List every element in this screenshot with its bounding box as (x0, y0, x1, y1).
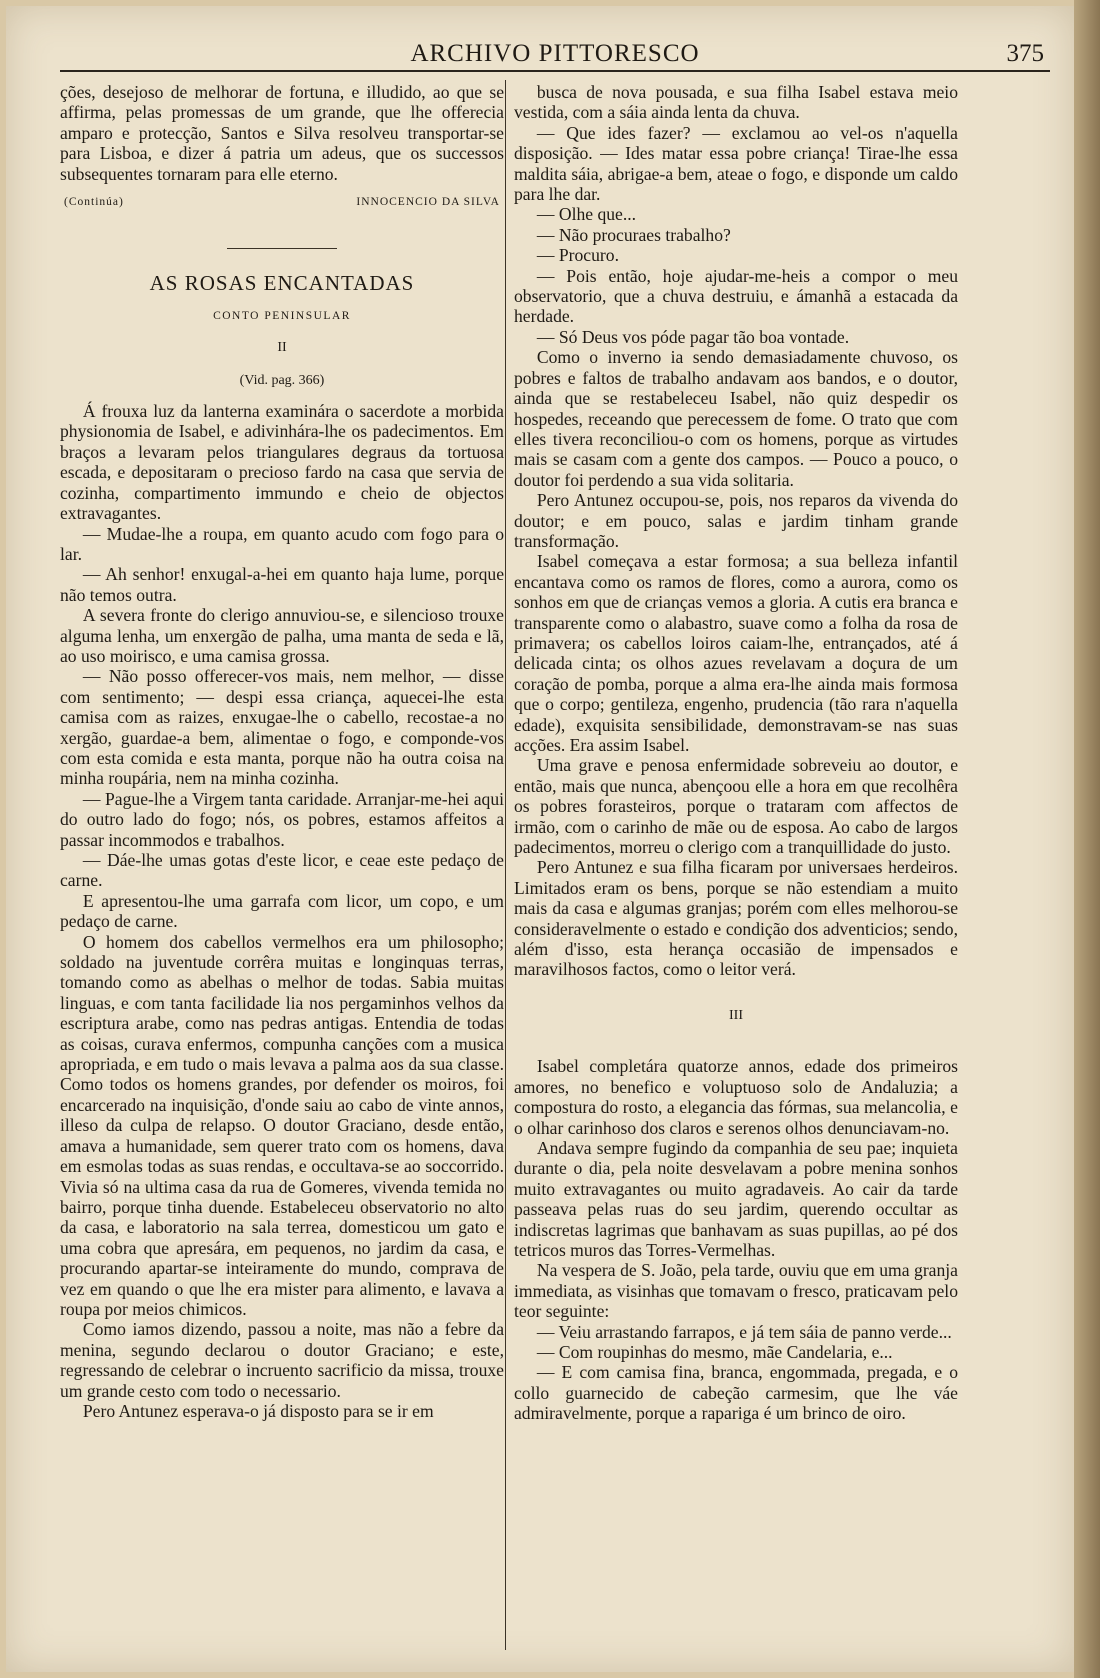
paragraph: — Não procuraes trabalho? (536, 224, 731, 245)
paragraph: — Mudae-lhe a roupa, em quanto acudo com fogo para o lar. (60, 523, 504, 564)
paragraph: — Pois então, hoje ajudar-me-heis a compor o meu observatorio, que a chuva destruiu, e ámanhã a estacada da herdade. (514, 265, 958, 327)
paragraph: — Veiu arrastando farrapos, e já tem sáia de panno verde... (536, 1321, 952, 1342)
paragraph: — Só Deus vos póde pagar tão boa vontade. (536, 326, 850, 347)
intro-paragraph: ções, desejoso de melhorar de fortuna, e illudido, ao que se affirma, pelas promessas de um grande, que lhe offerecia amparo e protecção, Santos e Silva resolveu transportar-se para Lisboa, e dizer á patria um adeus, que os successos subsequentes tornaram para elle eterno. (60, 82, 504, 184)
paragraph: Isabel completára quatorze annos, edade dos primeiros amores, no benefico e voluptuoso solo de Andaluzia; a compostura do rosto, a elegancia das fórmas, sua melancolia, e o olhar carinhoso dos claros e serenos olhos denunciavam-no. (514, 1056, 958, 1138)
paragraph: Isabel começava a estar formosa; a sua belleza infantil encantava como os ramos de flores, como a aurora, como os sonhos em que de crianças vemos a gloria. A cutis era branca e transparente como o alabastro, suave como a folha da rosa de primavera; os cabellos loiros caiam-lhe, entrançados, até á delicada cinta; os olhos azues revelavam a doçura de um coração de pomba, porque a alma era-lhe ainda mais formosa que o corpo; gentileza, engenho, prudencia (tão rara n'aquella edade), exquisita sensibilidade, demonstravam-se nas suas acções. Era assim Isabel. (514, 551, 958, 755)
right-paragraphs-before (514, 82, 958, 980)
publication-title: ARCHIVO PITTORESCO (410, 40, 700, 67)
column-divider (505, 80, 506, 1650)
section-number: II (277, 340, 287, 356)
paragraph: A severa fronte do clerigo annuviou-se, e silencioso trouxe alguma lenha, um enxergão de palha, uma manta de seda e lã, ao uso moirisco, e uma camisa grossa. (60, 605, 504, 666)
paragraph: — Procuro. (536, 245, 619, 266)
page-number: 375 (1006, 40, 1044, 67)
paragraph: Pero Antunez occupou-se, pois, nos reparos da vivenda do doutor; e em pouco, salas e jardim tinham grande transformação. (514, 490, 958, 551)
paragraph: Andava sempre fugindo da companhia de seu pae; inquieta durante o dia, pela noite desvelavam a pobre menina sonhos muito extravagantes ou muito agradaveis. Ao cair da tarde passeava pelas ruas do seu jardim, querendo occultar as indiscretas lagrimas que banhavam as suas pupillas, ao pé dos tetricos muros das Torres-Vermelhas. (514, 1137, 958, 1260)
page-header (60, 40, 1050, 72)
signature-line (60, 192, 504, 212)
paragraph: O homem dos cabellos vermelhos era um philosopho; soldado na juventude corrêra muitas e longinquas terras, tomando como as abelhas o melhor de todas. Sabia muitas linguas, e com tanta facilidade lia nos pergaminhos velhos da escriptura arabe, como nas pedras antigas. Entendia de todas as coisas, curava enfermos, compunha canções com a musica apropriada, e em tudo o mais levava a palma aos da sua classe. Como todos os homens grandes, por defender os moiros, foi encarcerado na inquisição, d'onde saiu ao cabo de vinte annos, illeso da culpa de relapso. O doutor Graciano, desde então, amava a humanidade, sem querer trato com os homens, dava em esmolas todas as suas rendas, e occultava-se ao soccorrido. Vivia só na ultima casa da rua de Gomeres, vivenda temida no bairro, porque tinha duende. Estabeleceu observatorio no alto da casa, e laboratorio na sala terrea, domesticou um gato e uma cobra que apresára, em pequenos, no jardim da casa, e procurando apartar-se inteiramente do mundo, comprava de vez em quando o que lhe era mister para alimento, e lavava a roupa por meios chimicos. (60, 931, 504, 1319)
story-title: AS ROSAS ENCANTADAS (149, 271, 415, 296)
paragraph: Como o inverno ia sendo demasiadamente chuvoso, os pobres e faltos de trabalho andavam aos bandos, e o doutor, ainda que se restabeleceu Isabel, não quiz despedir os hospedes, receando que perecessem de fome. O trato que com elles tivera reconciliou-o com os homens, porque as virtudes mais se casam com a gente dos campos. — Pouco a pouco, o doutor foi perdendo a sua vida solitaria. (514, 347, 958, 490)
paragraph: — Não posso offerecer-vos mais, nem melhor, — disse com sentimento; — despi essa criança, aquecei-lhe esta camisa com as raizes, enxugae-lhe o cabello, recostae-a no xergão, guardae-a bem, alimentae o fogo, e componde-vos com esta comida e esta manta, porque não ha outra coisa na minha roupária, nem na minha cozinha. (60, 666, 504, 789)
author-name: INNOCENCIO DA SILVA (356, 196, 500, 209)
paragraph: Uma grave e penosa enfermidade sobreveiu ao doutor, e então, mais que nunca, abençoou elle a hora em que recolhêra os pobres forasteiros, porque o trataram com affectos de irmão, com o carinho de mãe ou de esposa. Ao cabo de largos padecimentos, morreu o clerigo com a tranquillidade do justo. (514, 755, 958, 858)
paragraph: — Pague-lhe a Virgem tanta caridade. Arranjar-me-hei aqui do outro lado do fogo; nós, os pobres, estamos affeitos a passar incommodos e trabalhos. (60, 788, 504, 850)
paragraph: — Dáe-lhe umas gotas d'este licor, e ceae este pedaço de carne. (60, 850, 504, 891)
paragraph: — Olhe que... (536, 204, 637, 225)
left-paragraphs (60, 401, 504, 1421)
paragraph: Na vespera de S. João, pela tarde, ouviu que em uma granja immediata, as visinhas que tomavam o fresco, praticavam pelo teor seguinte: (514, 1260, 958, 1322)
paragraph: — E com camisa fina, branca, engommada, pregada, e o collo guarnecido de cabeção carmesim, que lhe váe admiravelmente, porque a rapariga é um brinco de oiro. (514, 1362, 958, 1424)
right-paragraphs-after (514, 1056, 958, 1423)
paragraph: Pero Antunez esperava-o já disposto para se ir em (82, 1400, 434, 1421)
paragraph: Pero Antunez e sua filha ficaram por universaes herdeiros. Limitados eram os bens, porque se não estendiam a muito mais da casa e algumas granjas; porém com elles melhorou-se consideravelmente o estado e condição dos adventicios; sendo, além d'isso, esta herança occasião de impensados e maravilhosos factos, como o leitor verá. (514, 857, 958, 980)
section-number-iii: III (729, 1007, 743, 1023)
paragraph: Á frouxa luz da lanterna examinára o sacerdote a morbida physionomia de Isabel, e adivinhára-lhe os padecimentos. Em braços a levaram pelos triangulares degraus da tortuosa escada, e depositaram o precioso fardo na casa que servia de cozinha, compartimento immundo e cheio de objectos extravagantes. (60, 401, 504, 524)
left-column (60, 82, 504, 1421)
paragraph: — Que ides fazer? — exclamou ao vel-os n'aquella disposição. — Ides matar essa pobre criança! Tirae-lhe essa maldita sáia, abrigae-a bem, ateae o fogo, e disponde um caldo para lhe dar. (514, 122, 958, 205)
story-subtitle: CONTO PENINSULAR (213, 309, 351, 322)
paragraph: busca de nova pousada, e sua filha Isabel estava meio vestida, com a sáia ainda lenta da chuva. (514, 82, 958, 123)
paragraph: Como iamos dizendo, passou a noite, mas não a febre da menina, segundo declarou o doutor Graciano; e este, regressando de celebrar o incruento sacrificio da missa, trouxe um grande cesto com todo o necessario. (60, 1319, 504, 1401)
right-column (514, 82, 958, 1424)
continua-note: (Continúa) (64, 196, 124, 209)
paragraph: — Com roupinhas do mesmo, mãe Candelaria, e... (536, 1341, 893, 1362)
page-reference: (Vid. pag. 366) (239, 372, 325, 388)
page-edge (1074, 0, 1100, 1678)
paragraph: — Ah senhor! enxugal-a-hei em quanto haja lume, porque não temos outra. (60, 564, 504, 605)
paragraph: E apresentou-lhe uma garrafa com licor, um copo, e um pedaço de carne. (60, 890, 504, 932)
section-separator (227, 248, 337, 249)
